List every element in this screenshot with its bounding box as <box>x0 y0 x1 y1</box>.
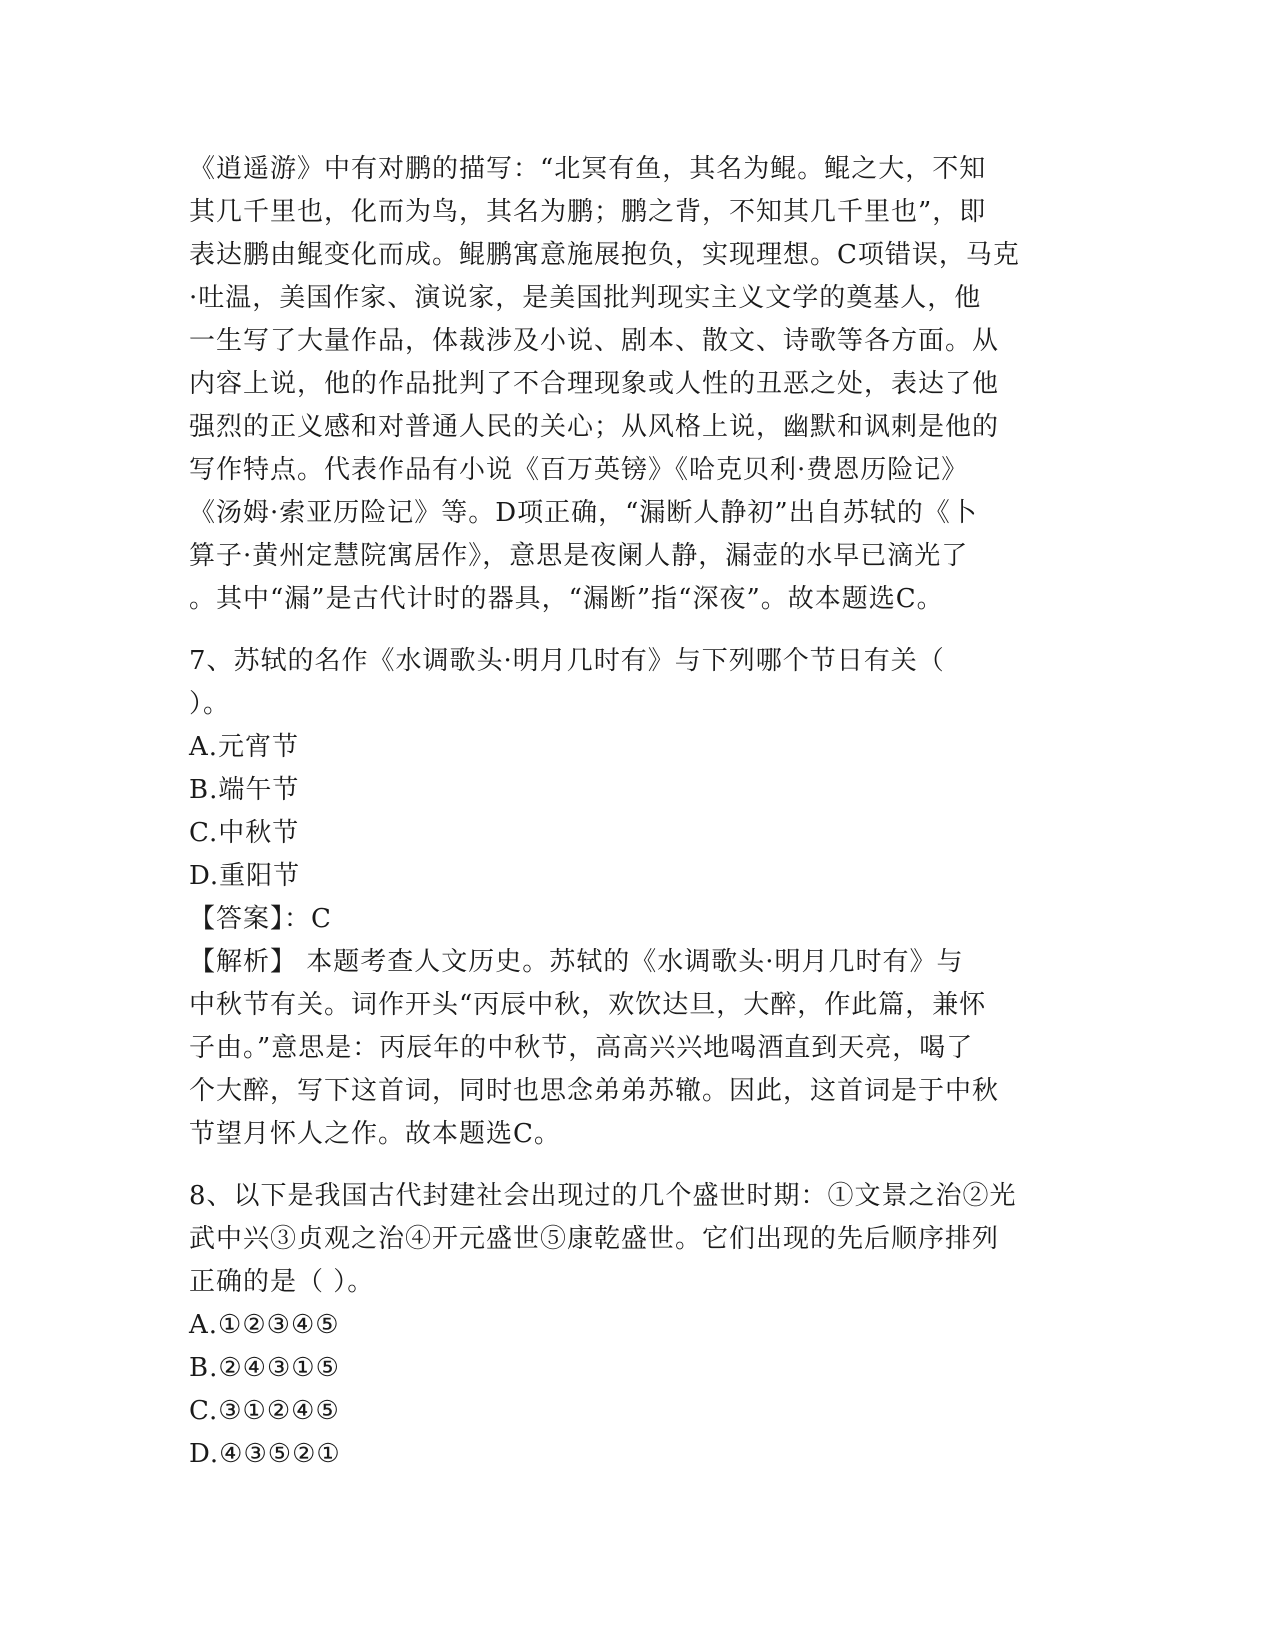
question-8 <box>189 1175 1089 1476</box>
analysis-line: 【解析】 本题考查人文历史。苏轼的《水调歌头·明月几时有》与 <box>189 947 964 977</box>
explanation-line: 表达鹏由鲲变化而成。鲲鹏寓意施展抱负，实现理想。C项错误，马克 <box>189 240 1020 270</box>
option-c: C.③①②④⑤ <box>189 1396 340 1426</box>
option-c: C.中秋节 <box>189 818 300 848</box>
explanation-line: 算子·黄州定慧院寓居作》，意思是夜阑人静，漏壶的水早已滴光了 <box>189 541 969 571</box>
explanation-line: 写作特点。代表作品有小说《百万英镑》《哈克贝利·费恩历险记》 <box>189 455 969 485</box>
answer-line: 【答案】：C <box>189 904 332 934</box>
option-a: A.元宵节 <box>189 732 300 762</box>
question-stem-line: 正确的是（ ）。 <box>189 1267 375 1297</box>
option-d: D.④③⑤②① <box>189 1439 341 1469</box>
question-stem-line: ）。 <box>189 689 231 719</box>
explanation-line: 其几千里也，化而为鸟，其名为鹏；鹏之背，不知其几千里也”，即 <box>189 197 987 227</box>
explanation-line: 。其中“漏”是古代计时的器具，“漏断”指“深夜”。故本题选C。 <box>189 584 944 614</box>
option-b: B.端午节 <box>189 775 300 805</box>
explanation-line: 《逍遥游》中有对鹏的描写：“北冥有鱼，其名为鲲。鲲之大，不知 <box>189 154 987 184</box>
explanation-line: 一生写了大量作品，体裁涉及小说、剧本、散文、诗歌等各方面。从 <box>189 326 1000 356</box>
explanation-line: 《汤姆·索亚历险记》等。D项正确，“漏断人静初”出自苏轼的《卜 <box>189 498 978 528</box>
option-a: A.①②③④⑤ <box>189 1310 340 1340</box>
question-stem-line: 8、以下是我国古代封建社会出现过的几个盛世时期：①文景之治②光 <box>189 1181 1017 1211</box>
analysis-line: 节望月怀人之作。故本题选C。 <box>189 1119 561 1149</box>
analysis-line: 中秋节有关。词作开头“丙辰中秋，欢饮达旦，大醉，作此篇，兼怀 <box>189 990 987 1020</box>
question-7 <box>189 640 1089 1156</box>
document-page <box>189 148 1089 1476</box>
option-b: B.②④③①⑤ <box>189 1353 340 1383</box>
option-d: D.重阳节 <box>189 861 301 891</box>
question-stem-line: 7、苏轼的名作《水调歌头·明月几时有》与下列哪个节日有关（ <box>189 646 945 676</box>
previous-question-explanation <box>189 148 1089 621</box>
explanation-line: ·吐温，美国作家、演说家，是美国批判现实主义文学的奠基人，他 <box>189 283 982 313</box>
analysis-line: 子由。”意思是：丙辰年的中秋节，高高兴兴地喝酒直到天亮，喝了 <box>189 1033 974 1063</box>
explanation-line: 内容上说，他的作品批判了不合理现象或人性的丑恶之处，表达了他 <box>189 369 1000 399</box>
question-stem-line: 武中兴③贞观之治④开元盛世⑤康乾盛世。它们出现的先后顺序排列 <box>189 1224 1000 1254</box>
analysis-line: 个大醉，写下这首词，同时也思念弟弟苏辙。因此，这首词是于中秋 <box>189 1076 1000 1106</box>
explanation-line: 强烈的正义感和对普通人民的关心；从风格上说，幽默和讽刺是他的 <box>189 412 1000 442</box>
